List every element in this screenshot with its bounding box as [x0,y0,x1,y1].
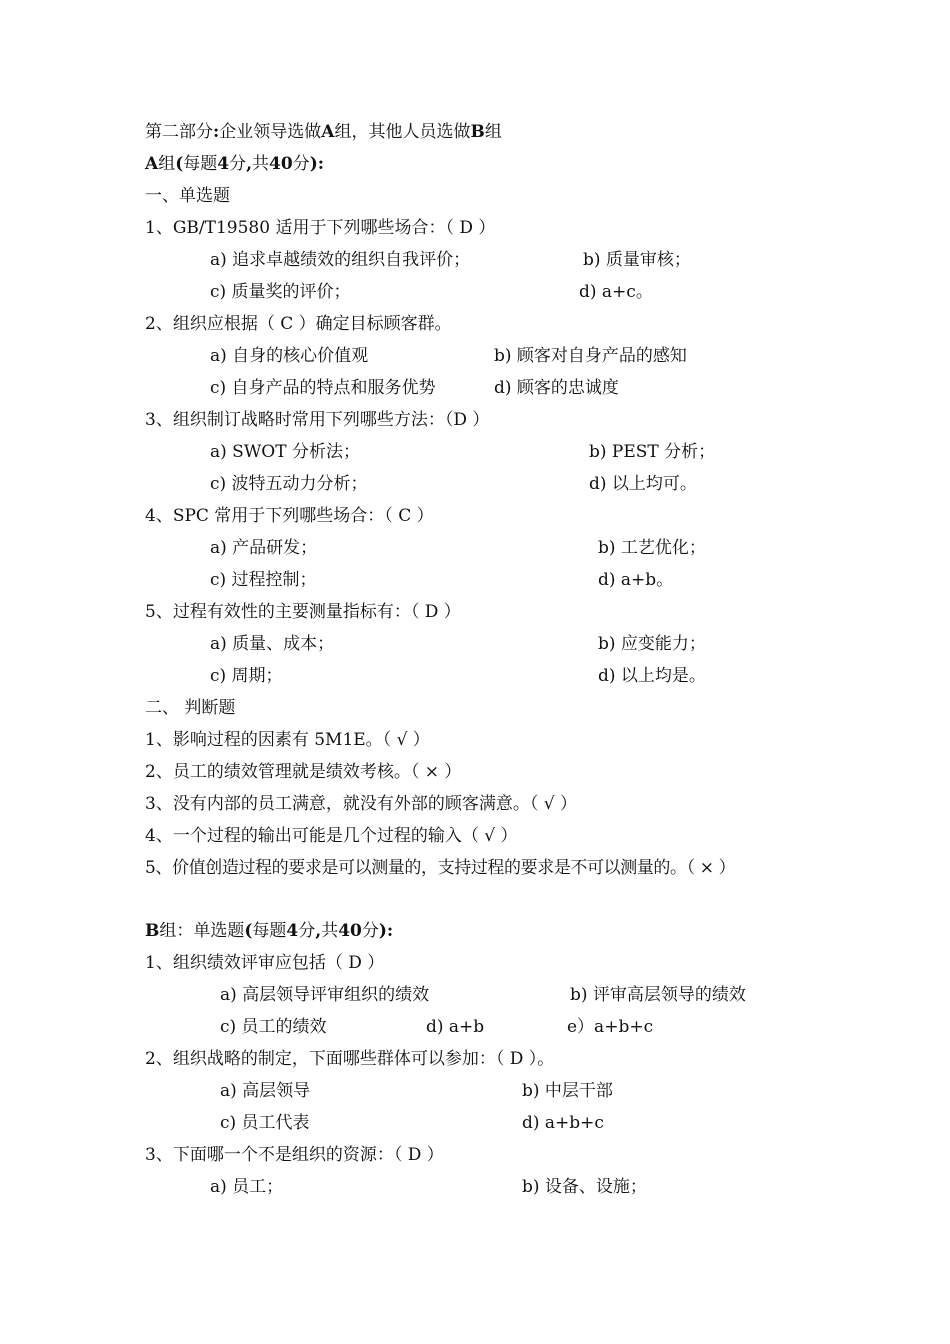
a-q3-option-d: d) 以上均可。 [589,474,697,494]
section-true-false-title: 二、 判断题 [145,698,236,718]
group-b-letter-label: B [145,921,160,941]
group-b-word: 组：单选题 [159,921,245,941]
b-q1-option-d: d) a+b [426,1017,485,1037]
tf-item-4: 4、一个过程的输出可能是几个过程的输入（ √ ） [145,826,518,846]
a-q3-option-b: b) PEST 分析； [589,442,716,462]
a-q2-option-c: c) 自身产品的特点和服务优势 [210,378,436,398]
a-q5-option-a: a) 质量、成本； [210,634,335,654]
group-a-total-word: 共 [252,154,270,174]
b-q3-option-b: b) 设备、设施； [522,1177,647,1197]
group-b-letter: B [470,122,485,142]
a-q2-option-a: a) 自身的核心价值观 [210,346,369,366]
group-a-fen-2: 分 [292,154,310,174]
part-label: 第二部分 [145,122,213,142]
tf-item-1: 1、影响过程的因素有 5M1E。（ √ ） [145,730,430,750]
part-heading [145,121,502,143]
group-b-open-paren: ( [244,921,253,941]
group-a-fen-1: 分 [229,154,247,174]
part-text-1: 企业领导选做 [219,122,322,142]
group-b-each: 每题 [252,921,287,941]
group-b-total: 40 [338,921,362,941]
a-q1-option-d: d) a+c。 [579,282,653,302]
part-text-3: 组 [484,122,502,142]
a-q3-option-c: c) 波特五动力分析； [210,474,368,494]
a-question-5: 5、过程有效性的主要测量指标有：（ D ） [145,602,461,622]
a-question-1: 1、GB/T19580 适用于下列哪些场合：（ D ） [145,218,496,238]
tf-item-5: 5、价值创造过程的要求是可以测量的，支持过程的要求是不可以测量的。（ × ） [145,858,736,878]
a-q5-option-b: b) 应变能力； [598,634,706,654]
a-q1-option-b: b) 质量审核； [583,250,691,270]
b-question-3: 3、下面哪一个不是组织的资源：（ D ） [145,1145,444,1165]
a-q4-option-b: b) 工艺优化； [598,538,706,558]
group-a-close-paren: ): [309,154,325,174]
b-q2-option-c: c) 员工代表 [220,1113,310,1133]
a-question-3: 3、组织制订战略时常用下列哪些方法：（D ） [145,410,490,430]
group-b-comma: , [315,921,322,941]
a-q5-option-c: c) 周期； [210,666,283,686]
a-q3-option-a: a) SWOT 分析法； [210,442,360,462]
b-q2-option-b: b) 中层干部 [522,1081,613,1101]
group-a-letter-label: A [145,154,159,174]
tf-item-3: 3、没有内部的员工满意，就没有外部的顾客满意。（ √ ） [145,794,577,814]
group-a-open-paren: ( [175,154,184,174]
group-a-letter: A [321,122,335,142]
part-text-2: 组，其他人员选做 [334,122,471,142]
b-q3-option-a: a) 员工； [210,1177,284,1197]
section-single-choice-title: 一、单选题 [145,186,230,206]
a-question-4: 4、SPC 常用于下列哪些场合：（ C ） [145,506,434,526]
b-question-2: 2、组织战略的制定，下面哪些群体可以参加：（ D ）。 [145,1049,555,1069]
group-a-total: 40 [269,154,293,174]
a-q1-option-a: a) 追求卓越绩效的组织自我评价； [210,250,471,270]
b-q1-option-b: b) 评审高层领导的绩效 [570,985,746,1005]
group-a-points: 4 [217,154,230,174]
a-q1-option-c: c) 质量奖的评价； [210,282,351,302]
group-b-heading [145,920,393,942]
group-b-points: 4 [286,921,299,941]
b-question-1: 1、组织绩效评审应包括（ D ） [145,953,385,973]
a-question-2: 2、组织应根据（ C ）确定目标顾客群。 [145,314,452,334]
group-a-comma: , [246,154,253,174]
group-b-total-word: 共 [321,921,339,941]
b-q1-option-e: e）a+b+c [567,1017,654,1037]
b-q2-option-d: d) a+b+c [522,1113,604,1133]
b-q1-option-c: c) 员工的绩效 [220,1017,327,1037]
group-a-word: 组 [158,154,176,174]
group-a-heading [145,153,324,175]
tf-item-2: 2、员工的绩效管理就是绩效考核。（ × ） [145,762,462,782]
a-q5-option-d: d) 以上均是。 [598,666,706,686]
group-b-fen-2: 分 [361,921,379,941]
a-q4-option-d: d) a+b。 [598,570,674,590]
b-q1-option-a: a) 高层领导评审组织的绩效 [220,985,430,1005]
a-q2-option-d: d) 顾客的忠诚度 [494,378,619,398]
group-b-fen-1: 分 [298,921,316,941]
b-q2-option-a: a) 高层领导 [220,1081,311,1101]
a-q4-option-a: a) 产品研发； [210,538,318,558]
a-q2-option-b: b) 顾客对自身产品的感知 [494,346,687,366]
a-q4-option-c: c) 过程控制； [210,570,317,590]
part-colon: : [213,122,220,142]
group-b-close-paren: ): [378,921,394,941]
group-a-each: 每题 [183,154,218,174]
